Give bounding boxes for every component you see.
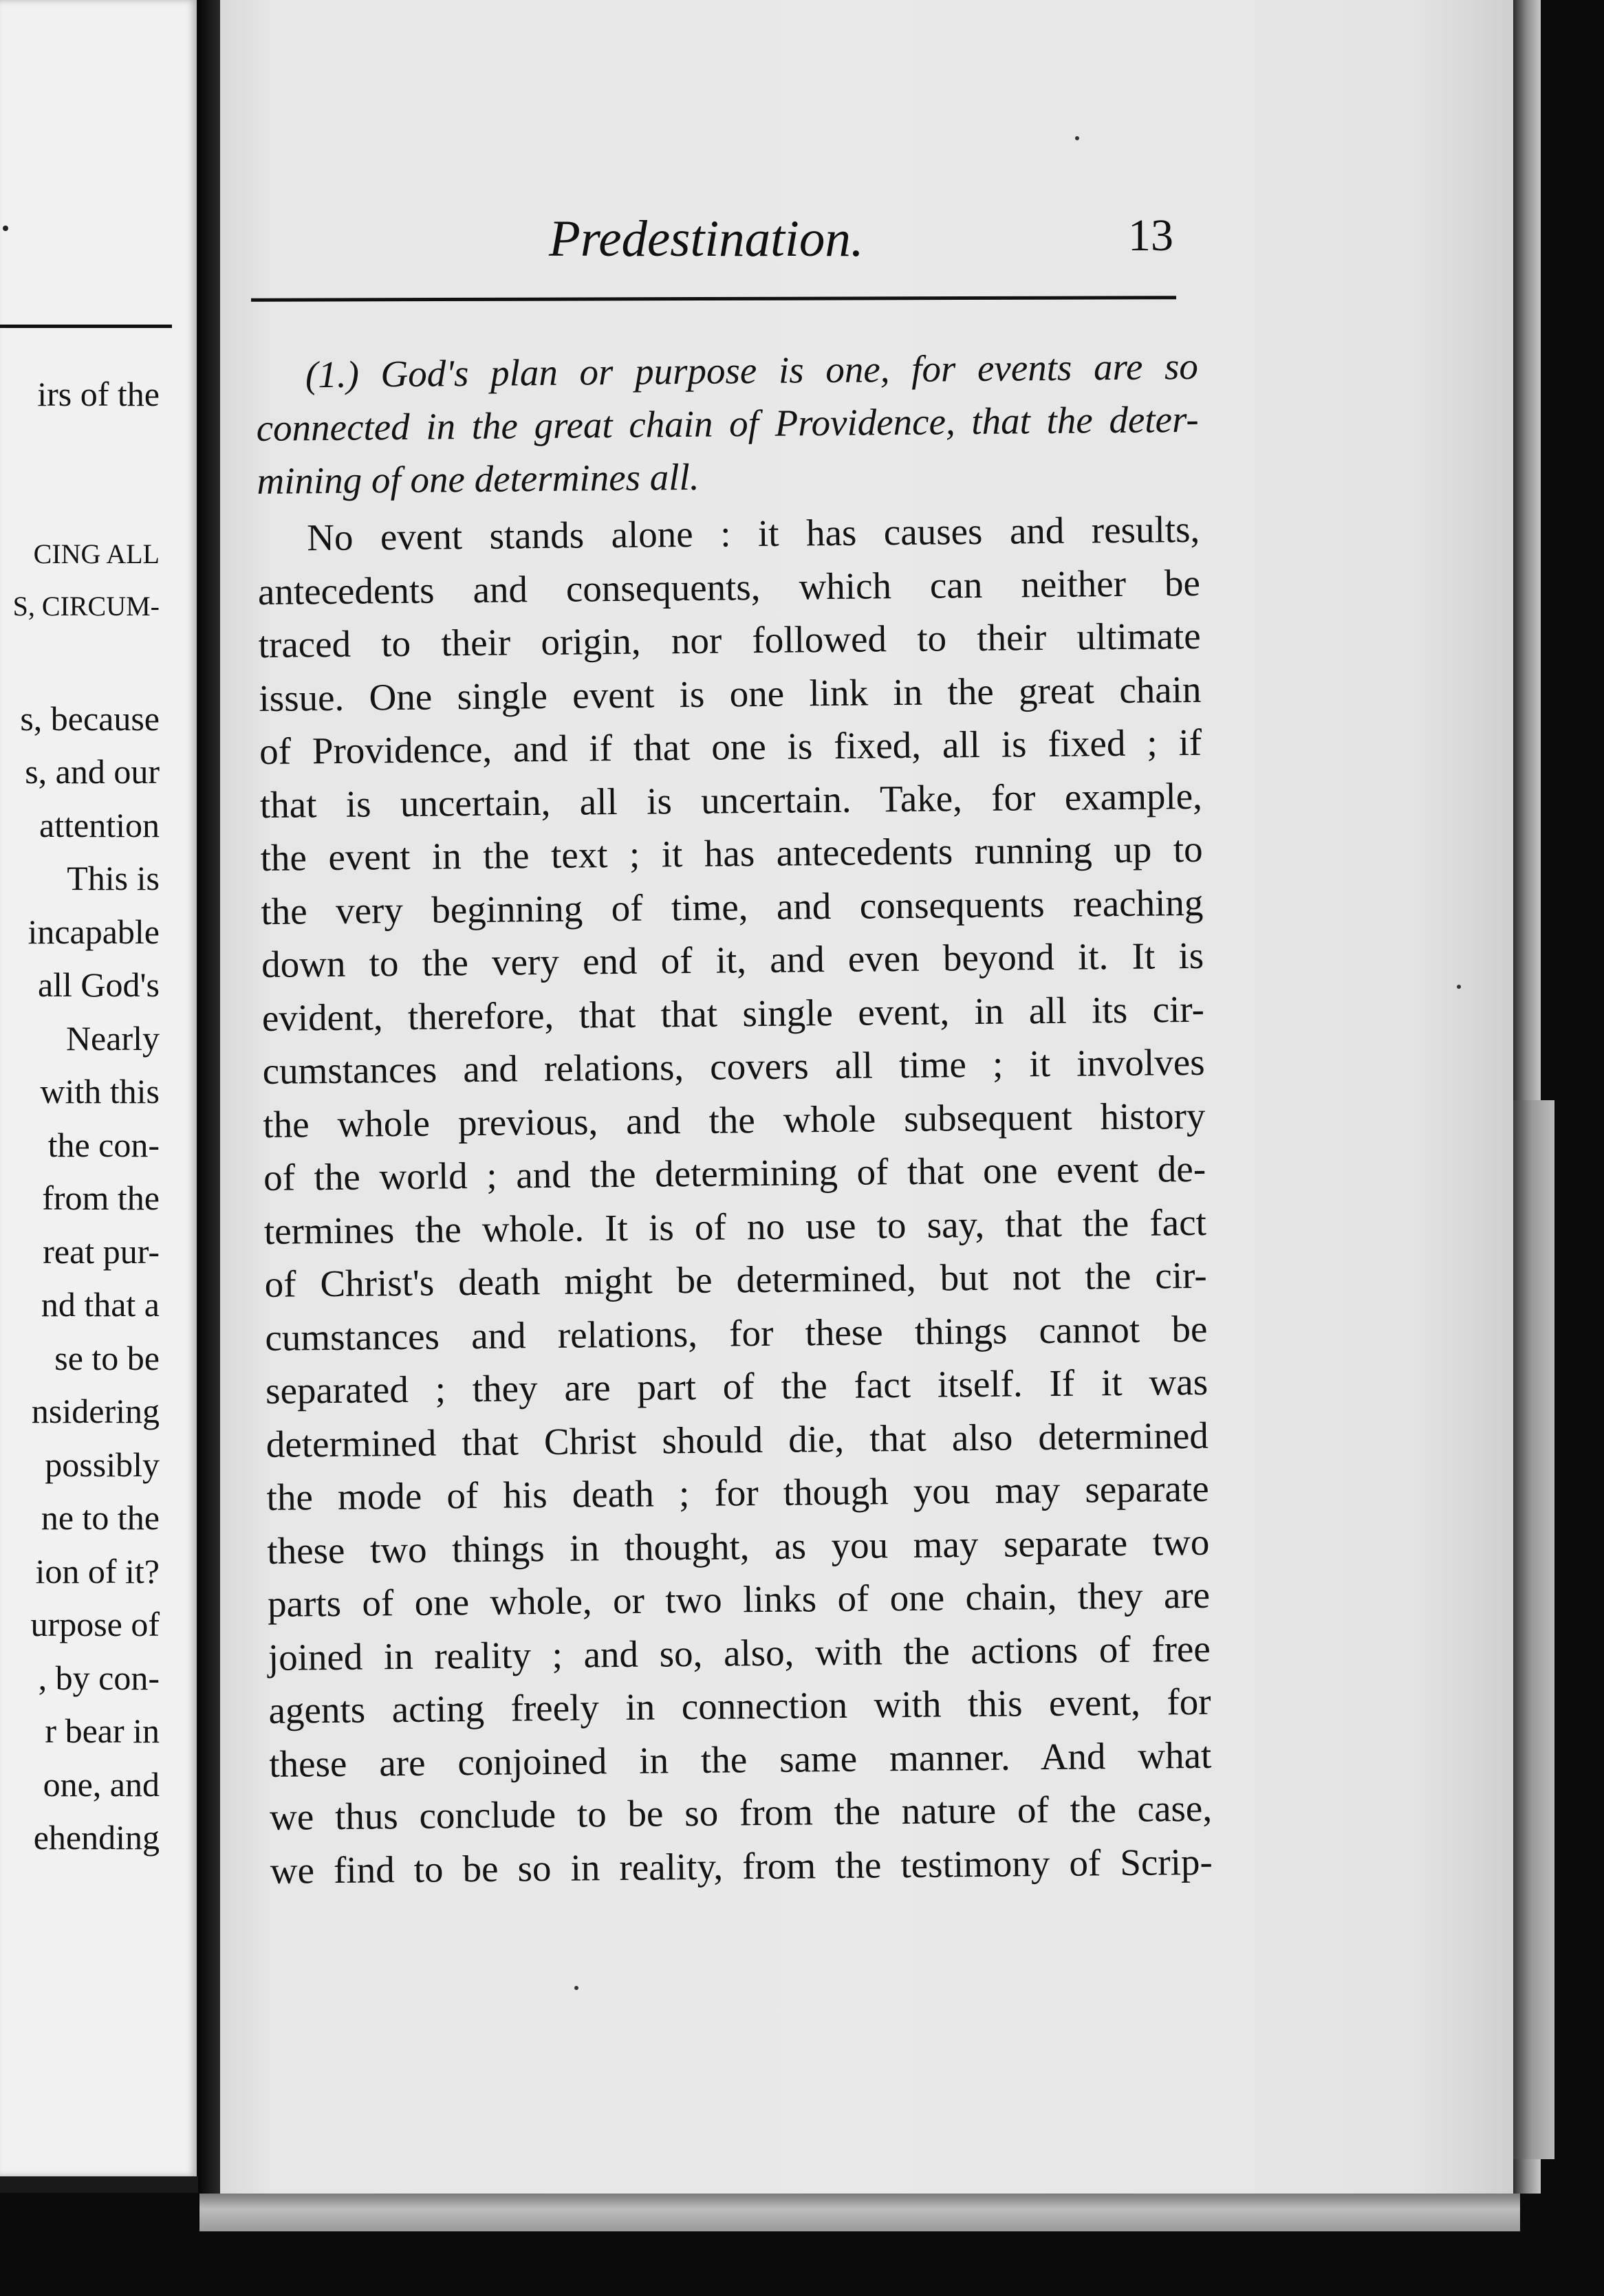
ink-speck: [1075, 136, 1079, 140]
page-number: 13: [1128, 210, 1173, 261]
ink-speck: [574, 1986, 578, 1990]
body-line: these two things in thought, as you may separate two: [267, 1520, 1210, 1572]
body-line: the very beginning of time, and consequents reaching: [261, 881, 1204, 932]
left-page-line: s, and our: [25, 752, 160, 791]
body-line: No event stands alone : it has causes and results,: [306, 507, 1200, 559]
body-line: agents acting freely in connection with this event, for: [268, 1680, 1211, 1731]
body-line: the event in the text ; it has antecedents running up to: [260, 827, 1203, 879]
left-page-line: irs of the: [37, 375, 160, 413]
body-line: the whole previous, and the whole subsequent history: [263, 1094, 1206, 1146]
left-page-line: attention: [39, 806, 160, 844]
left-page-line: CING ALL: [33, 538, 160, 569]
left-page-line: r bear in: [45, 1712, 160, 1750]
body-line: separated ; they are part of the fact itself. If it was: [265, 1360, 1209, 1412]
body-line: these are conjoined in the same manner. And what: [269, 1734, 1212, 1785]
left-page-line: ion of it?: [35, 1552, 160, 1590]
body-line: parts of one whole, or two links of one chain, they are: [267, 1573, 1211, 1625]
left-page-line: incapable: [28, 912, 160, 951]
body-line: joined in reality ; and so, also, with the actions of free: [268, 1627, 1211, 1679]
body-line: determined that Christ should die, that also determined: [265, 1414, 1209, 1465]
body-line: we find to be so in reality, from the testimony of Scrip-: [270, 1840, 1213, 1892]
body-line: of the world ; and the determining of that one event de-: [263, 1147, 1206, 1199]
body-line: traced to their origin, nor followed to their ultimate: [258, 614, 1201, 666]
body-line: antecedents and consequents, which can neither be: [257, 561, 1201, 613]
heading-line: mining of one determines all.: [257, 455, 700, 502]
body-line: of Christ's death might be determined, but not the cir-: [264, 1254, 1207, 1305]
left-page-line: reat pur-: [43, 1232, 160, 1271]
left-page-line: , by con-: [38, 1659, 160, 1697]
left-page-line: S, CIRCUM-: [12, 591, 160, 622]
left-page-line: ehending: [33, 1818, 160, 1857]
left-page-line: all God's: [37, 965, 160, 1004]
left-page-line: nd that a: [41, 1285, 160, 1324]
left-page-line: the con-: [47, 1126, 160, 1164]
ink-speck: [1457, 985, 1461, 989]
left-page-line: one, and: [43, 1765, 160, 1804]
left-page-line: nsidering: [31, 1392, 160, 1430]
left-page-line: This is: [67, 859, 160, 897]
body-line: that is uncertain, all is uncertain. Take, for example,: [259, 774, 1203, 826]
body-line: evident, therefore, that that single event, in all its cir-: [261, 987, 1205, 1039]
body-line: the mode of his death ; for though you may separate: [266, 1467, 1209, 1518]
left-page-line: s, because: [20, 699, 160, 738]
body-line: down to the very end of it, and even beyond it. It is: [261, 934, 1204, 985]
left-page-line: ne to the: [41, 1498, 160, 1537]
left-page-line: with this: [40, 1072, 160, 1111]
body-line: cumstances and relations, for these things cannot be: [265, 1307, 1208, 1359]
left-page-line: urpose of: [30, 1605, 160, 1643]
body-line: we thus conclude to be so from the nature of the case,: [269, 1786, 1213, 1838]
left-page-line: se to be: [54, 1339, 160, 1377]
body-line: cumstances and relations, covers all time ; it involves: [262, 1040, 1205, 1092]
body-line: of Providence, and if that one is fixed, all is fixed ; if: [259, 721, 1202, 772]
running-head: Predestination.: [549, 210, 864, 267]
body-line: issue. One single event is one link in the great chain: [259, 668, 1202, 719]
left-page-line: Nearly: [65, 1019, 160, 1058]
body-line: termines the whole. It is of no use to say, that the fact: [263, 1201, 1207, 1252]
heading-line: (1.) God's plan or purpose is one, for events are so: [305, 345, 1199, 396]
left-page-line: from the: [42, 1179, 160, 1217]
heading-line: connected in the great chain of Providence, that the deter-: [256, 397, 1199, 449]
left-page-line: possibly: [45, 1445, 160, 1484]
